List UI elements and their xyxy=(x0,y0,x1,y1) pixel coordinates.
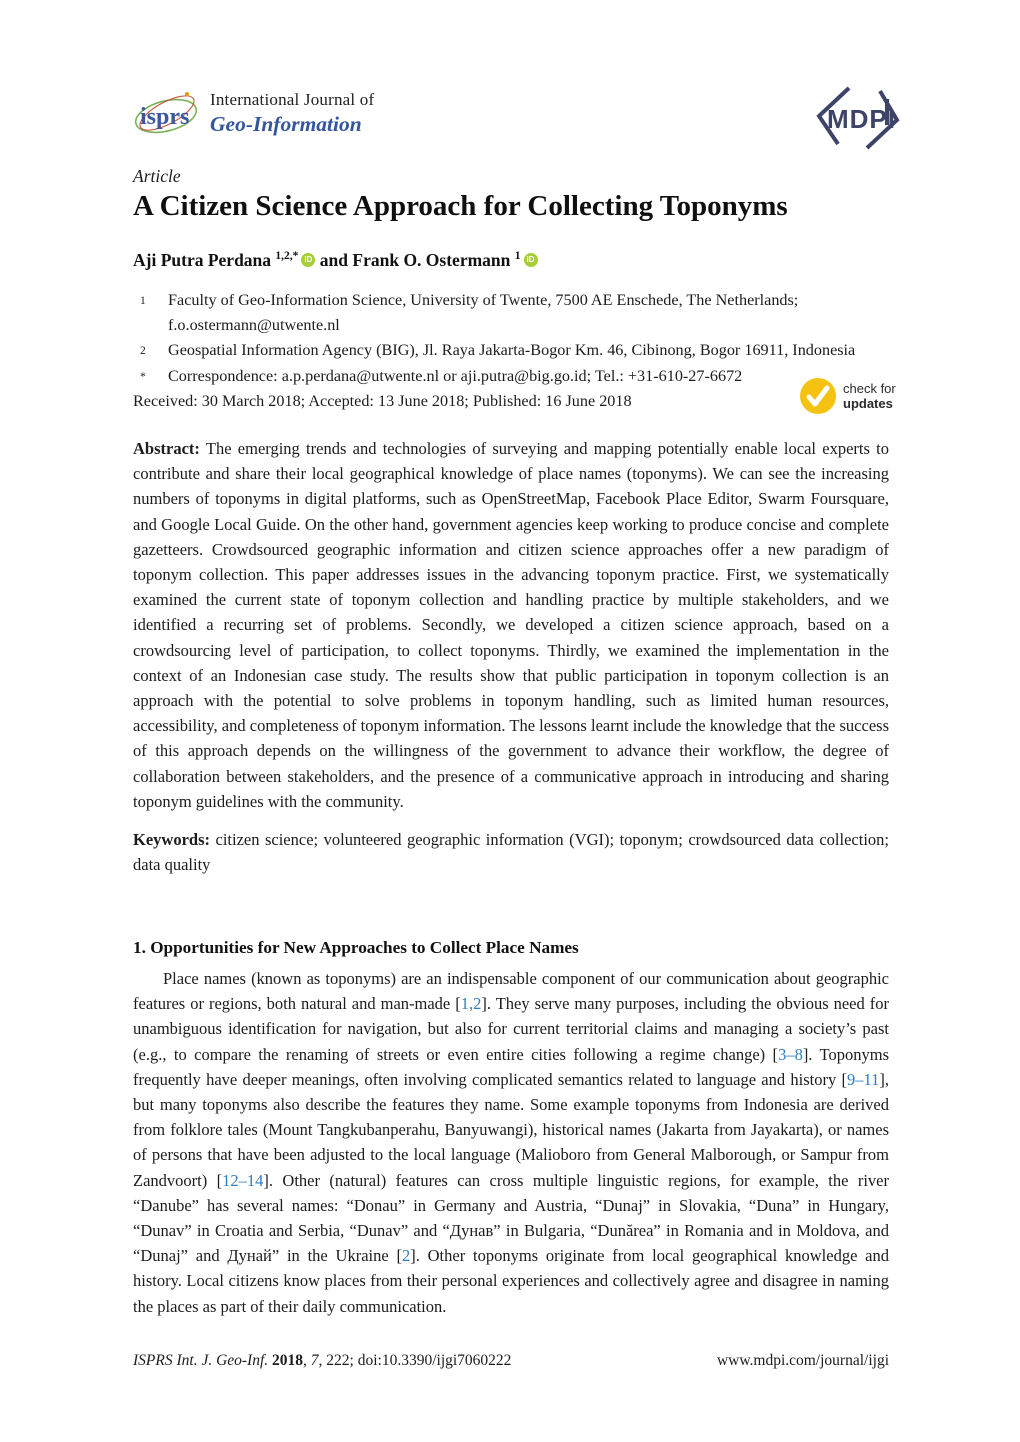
citation-link[interactable]: 12–14 xyxy=(222,1170,264,1190)
citation-link[interactable]: 3–8 xyxy=(778,1044,803,1064)
check-for-updates-label: check for updates xyxy=(843,381,896,411)
mdpi-logo-icon[interactable] xyxy=(808,82,908,154)
section-1-paragraph xyxy=(133,966,889,1319)
abstract xyxy=(133,436,889,814)
orcid-icon[interactable]: iD xyxy=(301,253,315,267)
affiliation-marker: * xyxy=(140,371,146,383)
authors-line xyxy=(133,250,538,271)
authors-joiner: and xyxy=(319,250,349,270)
isprs-logo-icon xyxy=(130,86,202,144)
keywords-text: citizen science; volunteered geographic information (VGI); toponym; crowdsourced data collection; data quality xyxy=(133,830,889,875)
journal-logo xyxy=(130,84,374,144)
affiliations-block xyxy=(140,288,886,390)
author-1-superscript: 1,2,* xyxy=(275,250,299,263)
abstract-label: Abstract: xyxy=(133,439,200,458)
citation-link[interactable]: 1,2 xyxy=(460,994,482,1014)
affiliation-text: Faculty of Geo-Information Science, University of Twente, 7500 AE Enschede, The Netherlands; f.o.ostermann@utwente.nl xyxy=(168,291,799,334)
affiliation-marker: 1 xyxy=(140,295,146,307)
footer-journal-url[interactable]: www.mdpi.com/journal/ijgi xyxy=(716,1352,889,1369)
received-dates-line: Received: 30 March 2018; Accepted: 13 June 2018; Published: 16 June 2018 xyxy=(133,392,632,410)
keywords-label: Keywords: xyxy=(133,830,210,849)
mdpi-logo-text: MDPI xyxy=(827,104,896,134)
text-segment: ]. They serve many purposes, including the obvious need for unambiguous identification for navigation, but also for current territorial claims and managing a society’s past (e.g., to compare the renaming of streets or even entire cities following a regime change) [ xyxy=(133,994,889,1064)
check-for-updates-badge[interactable] xyxy=(799,377,896,415)
author-2-superscript: 1 xyxy=(514,250,521,263)
affiliation-row xyxy=(140,338,886,364)
affiliation-row xyxy=(140,288,886,338)
text-segment: ]. Other (natural) features can cross multiple linguistic regions, for example, the river “Danube” has several names: “Donau” in Germany and Austria, “Dunaj” in Slovakia, “Duna” in Hungary, “Dunav” in Croatia and Serbia, “Dunav” and “Дунав” in Bulgaria, “Dunărea” in Romania and in Moldova, and “Dunaj” and Дунай” in the Ukraine [ xyxy=(133,1170,889,1266)
section-1-heading: 1. Opportunities for New Approaches to Collect Place Names xyxy=(133,938,579,957)
journal-name-line2: Geo-Information xyxy=(210,112,362,136)
citation-link[interactable]: 9–11 xyxy=(846,1069,880,1089)
text-segment: ISPRS Int. J. Geo-Inf. xyxy=(133,1352,273,1369)
orcid-icon[interactable]: iD xyxy=(524,253,538,267)
abstract-text: The emerging trends and technologies of surveying and mapping potentially enable local experts to contribute and share their local geographical knowledge of place names (toponyms). We can see the increasing numbers of toponyms in digital platforms, such as OpenStreetMap, Facebook Place Editor, Swarm Foursquare, and Google Local Guide. On the other hand, government agencies keep working to produce concise and complete gazetteers. Crowdsourced geographic information and citizen science approaches offer a new paradigm of toponym collection. This paper addresses issues in the advancing toponym practice. First, we systematically examined the current state of toponym collection and handling practice by multiple stakeholders, and we identified a recurring set of problems. Secondly, we developed a citizen science approach, based on a crowdsourcing level of participation, to collect toponyms. Thirdly, we examined the implementation in the context of an Indonesian case study. The results show that public participation in toponym collection is an approach with the potential to solve problems in toponym handling, such as limited human resources, accessibility, and completeness of toponym information. The lessons learnt include the knowledge that the success of this approach depends on the willingness of the government to advance their workflow, the degree of collaboration between stakeholders, and the presence of a communicative approach in introducing and sharing toponym guidelines with the community. xyxy=(133,439,889,811)
text-segment: , xyxy=(303,1352,311,1369)
author-2-name: Frank O. Ostermann xyxy=(352,250,511,270)
text-segment: 2018 xyxy=(272,1352,304,1369)
author-1-name: Aji Putra Perdana xyxy=(133,250,272,270)
text-segment: , 222; doi:10.3390/ijgi7060222 xyxy=(318,1352,512,1369)
journal-name-line1: International Journal of xyxy=(210,90,375,109)
text-segment: ]. Other toponyms originate from local geographical knowledge and history. Local citizens know places from their personal experiences and collectively agree and disagree in naming the places as part of their daily communication. xyxy=(133,1246,890,1316)
keywords xyxy=(133,827,889,877)
text-segment: ]. Toponyms frequently have deeper meanings, often involving complicated semantics related to language and history [ xyxy=(133,1044,889,1089)
citation-link[interactable]: 2 xyxy=(401,1246,411,1266)
journal-name xyxy=(210,90,374,137)
check-icon xyxy=(799,377,837,415)
article-type-label: Article xyxy=(133,166,181,186)
text-segment: Place names (known as toponyms) are an indispensable component of our communication about geographic features or regions, both natural and man-made [ xyxy=(133,969,889,1014)
affiliation-row xyxy=(140,364,886,390)
isprs-logo-text: isprs xyxy=(140,104,190,130)
affiliation-text: Correspondence: a.p.perdana@utwente.nl or aji.putra@big.go.id; Tel.: +31-610-27-6672 xyxy=(168,367,743,385)
affiliation-text: Geospatial Information Agency (BIG), Jl. Raya Jakarta-Bogor Km. 46, Cibinong, Bogor 16911, Indonesia xyxy=(168,341,856,359)
text-segment: ], but many toponyms also describe the features they name. Some example toponyms from Indonesia are derived from folklore tales (Mount Tangkubanperahu, Banyuwangi), historical names (Jakarta from Jayakarta), or names of persons that have been adjusted to the local language (Malioboro from General Malborough, or Sampur from Zandvoort) [ xyxy=(133,1069,889,1190)
affiliation-marker: 2 xyxy=(140,345,146,357)
footer-citation xyxy=(133,1352,511,1370)
text-segment: 7 xyxy=(310,1352,319,1369)
page-title: A Citizen Science Approach for Collecting Toponyms xyxy=(133,190,788,222)
